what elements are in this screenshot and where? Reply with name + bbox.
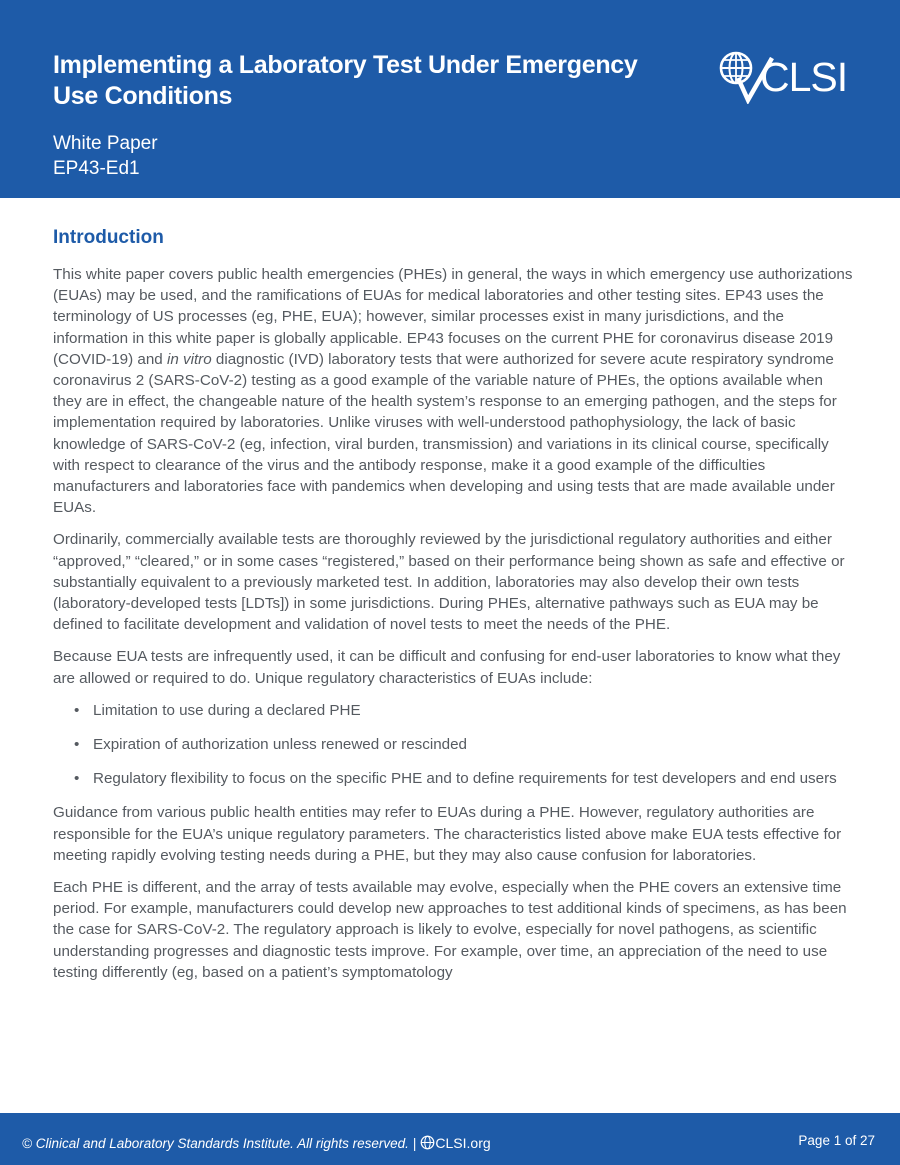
document-type: White Paper: [53, 133, 158, 154]
copyright-text: © Clinical and Laboratory Standards Institute. All rights reserved.: [22, 1136, 409, 1151]
page-number: Page 1 of 27: [798, 1133, 875, 1148]
footer-site-link[interactable]: CLSI.org: [435, 1135, 491, 1151]
bullet-icon: •: [74, 736, 80, 754]
paragraph-3: Because EUA tests are infrequently used, it can be difficult and confusing for end-user laboratories to know what they are allowed or required to do. Unique regulatory characteristics of EUAs include:: [53, 648, 841, 687]
document-subtitle: [53, 131, 158, 181]
clsi-logo: [718, 50, 853, 104]
footer-globe-icon: [420, 1135, 435, 1153]
list-item: • Regulatory flexibility to focus on the specific PHE and to define requirements for test developers and end users: [53, 768, 853, 789]
paragraph-5: Each PHE is different, and the array of tests available may evolve, especially when the PHE covers an extensive time period. For example, manufacturers could develop new approaches to test additional kinds of specimens, as has been the case for SARS-CoV-2. The regulatory approach is likely to evolve, especially for novel pathogens, as scientific understanding progresses and diagnostic tests improve. For example, over time, an appreciation of the need to use testing differently (eg, based on a patient’s symptomatology: [53, 879, 847, 981]
body-content: [53, 264, 853, 994]
document-code: EP43-Ed1: [53, 158, 140, 179]
bullet-icon: •: [74, 701, 80, 719]
footer-copyright: [22, 1133, 491, 1151]
paragraph-4: Guidance from various public health entities may refer to EUAs during a PHE. However, regulatory authorities are responsible for the EUA’s unique regulatory parameters. The characteristics listed above make EUA tests effective for meeting rapidly evolving testing needs during a PHE, but they may also cause confusion for laboratories.: [53, 804, 842, 864]
list-item: • Limitation to use during a declared PHE: [53, 700, 853, 721]
paragraph-2: Ordinarily, commercially available tests are thoroughly reviewed by the jurisdictional regulatory authorities and either “approved,” “cleared,” or in some cases “registered,” based on their performance being shown as safe and effective or substantially equivalent to a previously marketed test. In addition, laboratories may also develop their own tests (laboratory-developed tests [LDTs]) in some jurisdictions. During PHEs, alternative pathways such as EUA may be defined to facilitate development and validation of novel tests to meet the needs of the PHE.: [53, 531, 845, 634]
characteristics-list: [53, 700, 853, 790]
footer-bar: [0, 1113, 900, 1165]
italic-term: in vitro: [166, 350, 212, 368]
paragraph-1: This white paper covers public health emergencies (PHEs) in general, the ways in which emergency use authorizations (EUAs) may be used, and the ramifications of EUAs for medical laboratories and other testing sites. EP43 uses the terminology of US processes (eg, PHE, EUA); however, similar processes exist in many jurisdictions, and the information in this white paper is globally applicable. EP43 focuses on the current PHE for coronavirus disease 2019 (COVID-19) and in vitro diagnostic (IVD) laboratory tests that were authorized for severe acute respiratory syndrome coronavirus 2 (SARS-CoV-2) testing as a good example of the variable nature of PHEs, the options available when they are in effect, the changeable nature of the health system’s response to an emerging pathogen, and the steps for implementation required by laboratories. Unlike viruses with well-understood pathophysiology, the lack of basic knowledge of SARS-CoV-2 (eg, infection, viral burden, transmission) and variations in its clinical course, specifically with respect to clearance of the virus and the antibody response, make it a good example of the difficulties manufacturers and laboratories face with pandemics when developing and using tests that are made available under EUAs.: [53, 266, 853, 517]
bullet-icon: •: [74, 770, 80, 788]
section-heading: Introduction: [53, 227, 164, 248]
document-title: Implementing a Laboratory Test Under Emergency Use Conditions: [53, 51, 638, 110]
list-item: • Expiration of authorization unless renewed or rescinded: [53, 734, 853, 755]
logo-wordmark: CLSI: [760, 54, 848, 100]
footer-separator: |: [412, 1136, 417, 1151]
header-banner: [0, 0, 900, 198]
